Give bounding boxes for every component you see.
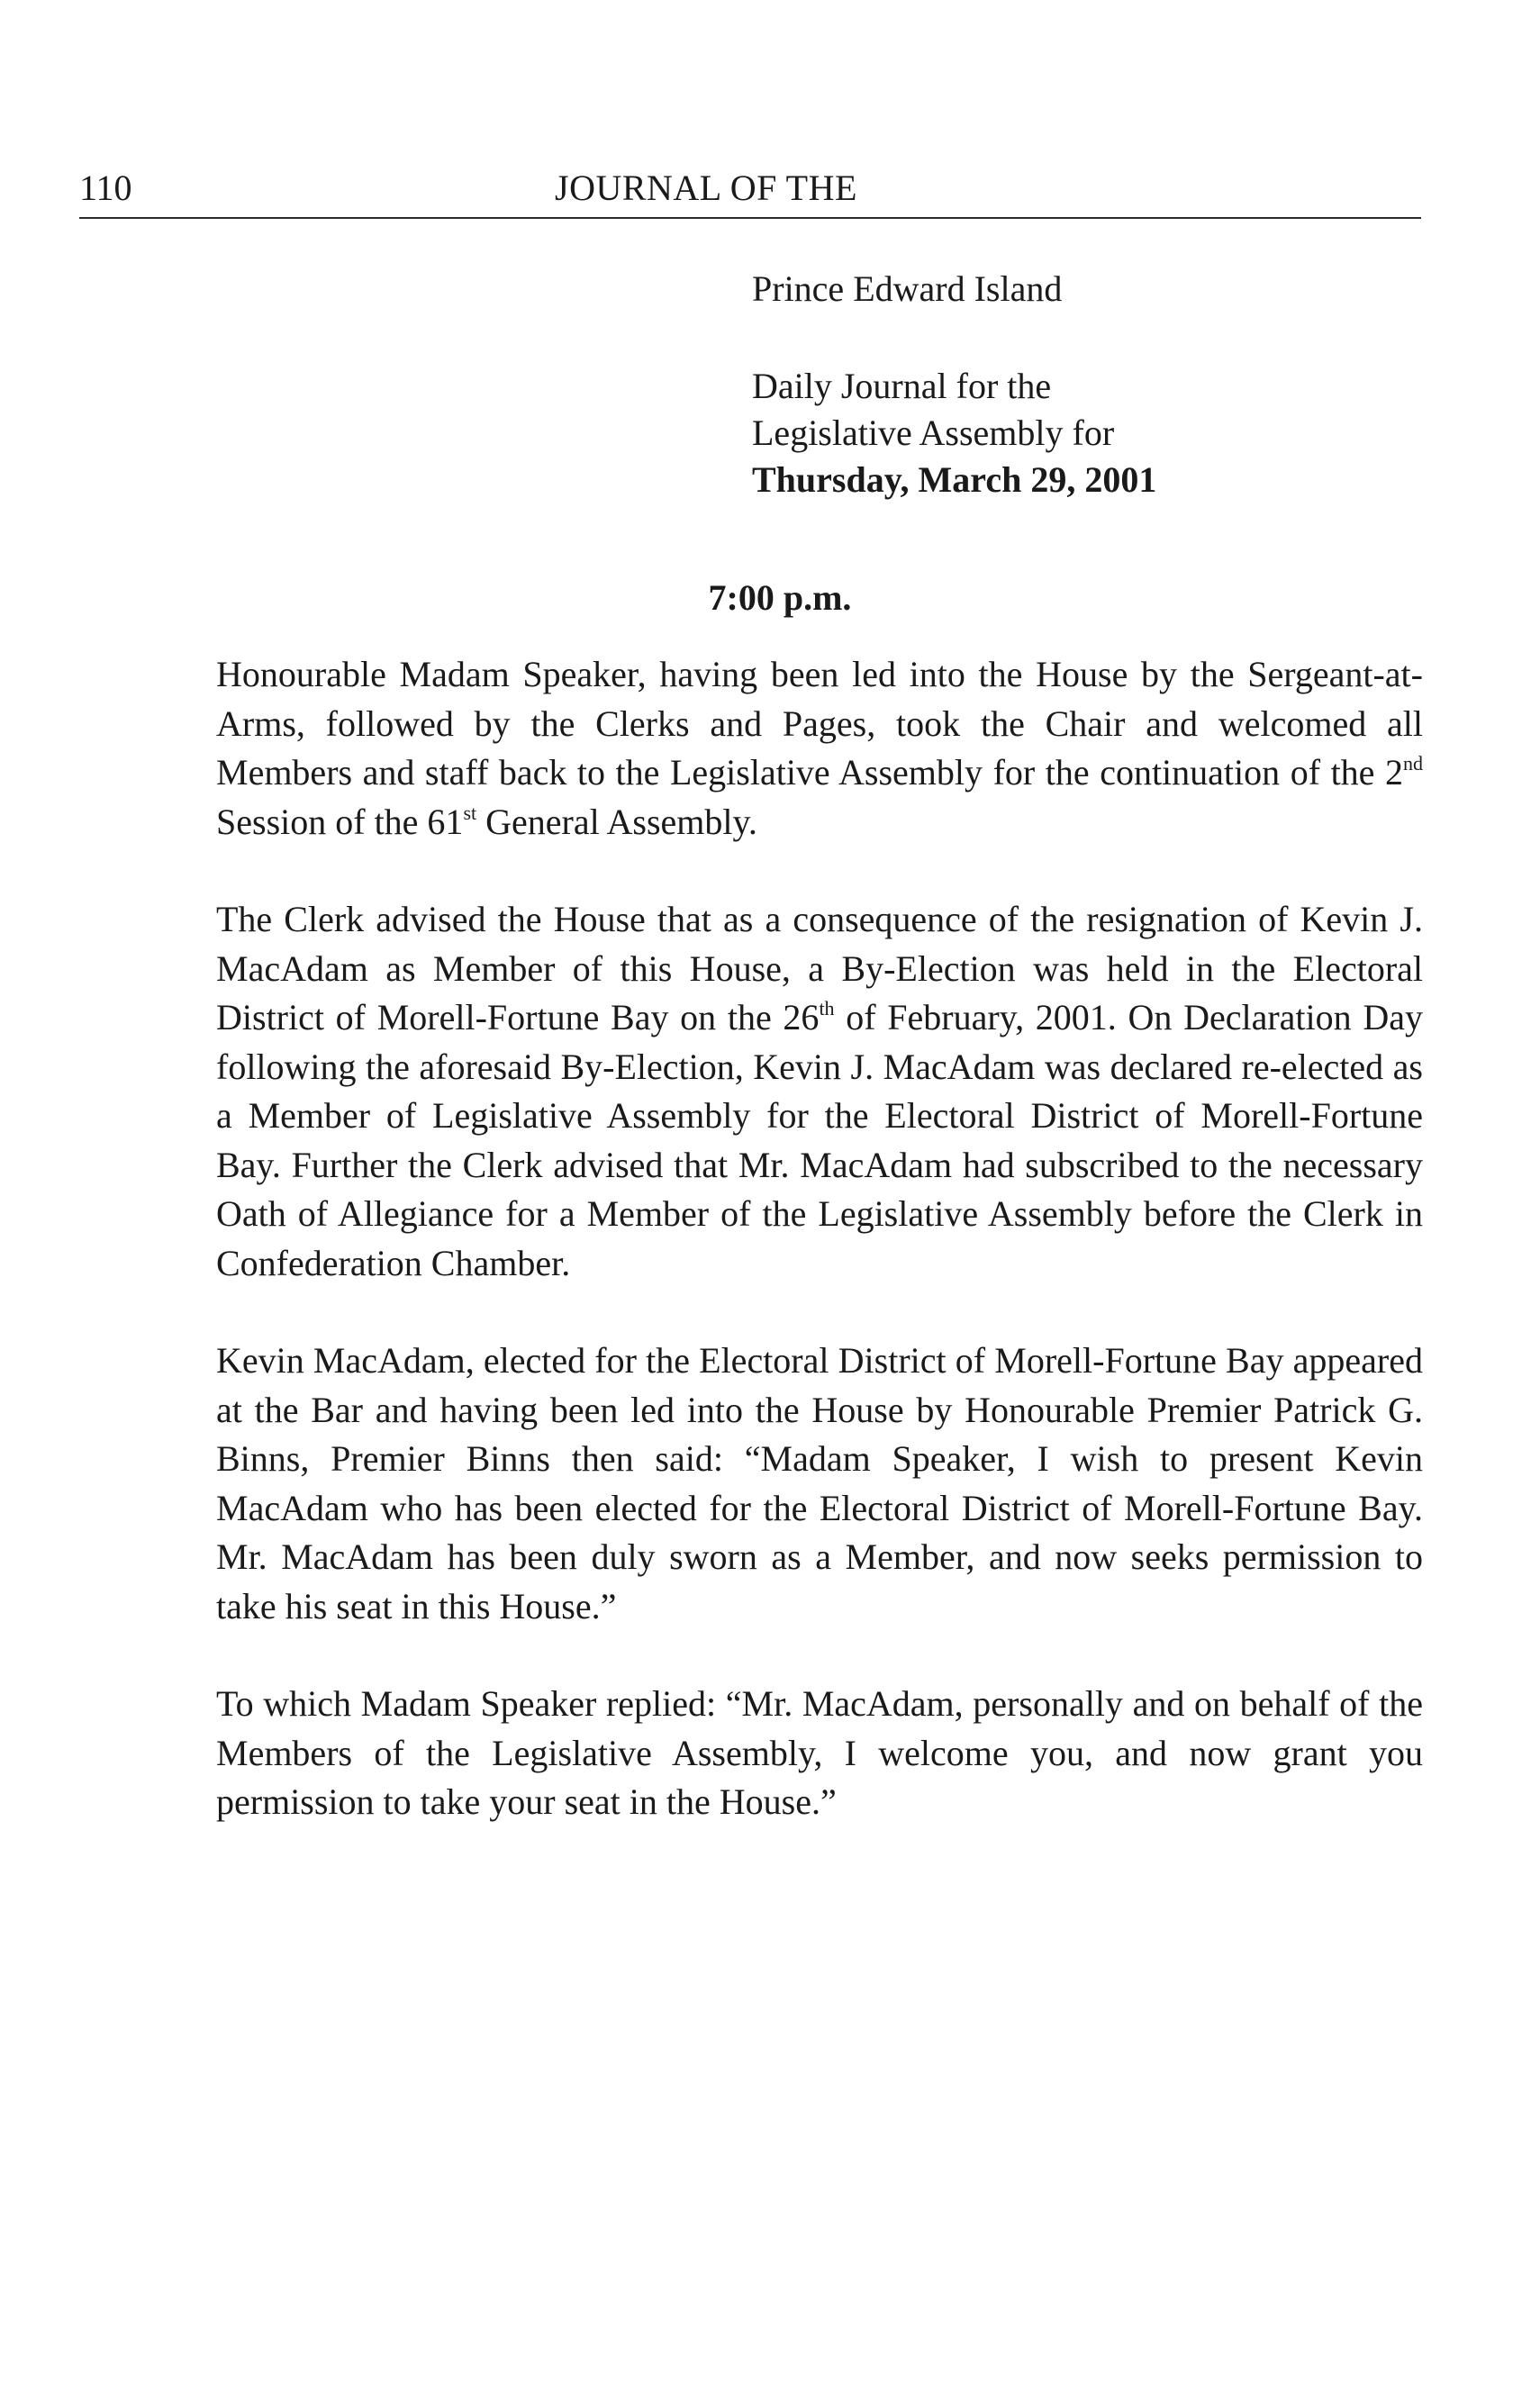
paragraph-member-presented: Kevin MacAdam, elected for the Electoral District of Morell-Fortune Bay appeared at the Bar and having been led into the House by Honourable Premier Patrick G. Binns, Premier Binns then said: “Madam Speaker, I wish to present Kevin MacAdam who has been elected for the Electoral District of Morell-Fortune Bay. Mr. MacAdam has been duly sworn as a Member, and now seeks permission to take his seat in this House.” <box>216 1340 1423 1626</box>
paragraph-by-election: The Clerk advised the House that as a consequence of the resignation of Kevin J. MacAdam as Member of this House, a By-Election was held in the Electoral District of Morell-Fortune Bay on the 26th of February, 2001. On Declaration Day following the aforesaid By-Election, Kevin J. MacAdam was declared re-elected as a Member of Legislative Assembly for the Electoral District of Morell-Fortune Bay. Further the Clerk advised that Mr. MacAdam had subscribed to the necessary Oath of Allegiance for a Member of the Legislative Assembly before the Clerk in Confederation Chamber. <box>216 899 1423 1283</box>
paragraph-speaker-opening: Honourable Madam Speaker, having been led into the House by the Sergeant-at-Arms, followed by the Clerks and Pages, took the Chair and welcomed all Members and staff back to the Legislative Assembly for the continuation of the 2nd Session of the 61st General Assembly. <box>216 654 1423 842</box>
sitting-time: 7:00 p.m. <box>708 577 852 618</box>
paragraph-speaker-reply: To which Madam Speaker replied: “Mr. MacAdam, personally and on behalf of the Members of the Legislative Assembly, I welcome you, and now grant you permission to take your seat in the House.” <box>216 1683 1423 1822</box>
running-header <box>79 167 1421 219</box>
journal-title-line-2: Legislative Assembly for <box>752 412 1115 453</box>
sitting-date: Thursday, March 29, 2001 <box>752 459 1157 500</box>
province-name: Prince Edward Island <box>752 268 1063 309</box>
page-number: 110 <box>79 168 132 208</box>
journal-body <box>216 650 1423 1876</box>
journal-title-line-1: Daily Journal for the <box>752 366 1052 406</box>
running-title: JOURNAL OF THE <box>555 168 857 208</box>
journal-heading <box>752 266 1382 503</box>
